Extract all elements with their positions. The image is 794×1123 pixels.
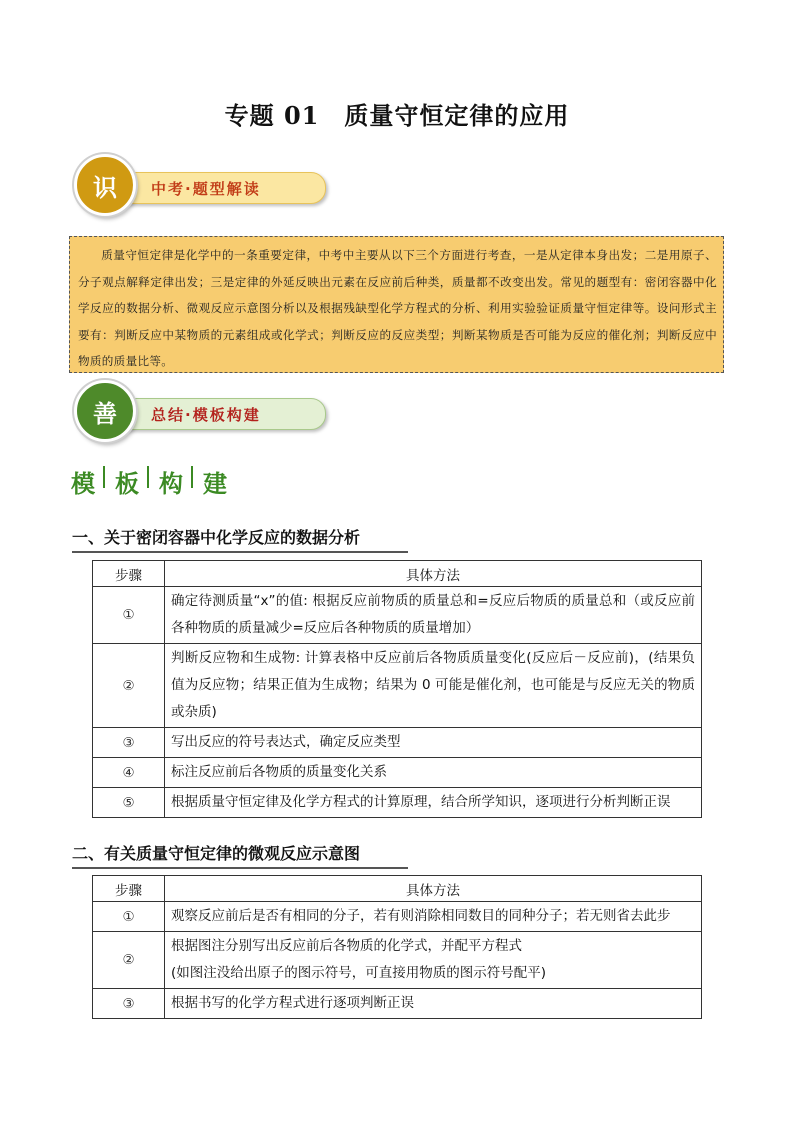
step-number: ④ [93, 758, 165, 788]
section2-table [92, 875, 702, 1019]
section1-heading-text: 一、关于密闭容器中化学反应的数据分析 [72, 528, 361, 547]
table-row [93, 932, 702, 989]
divider [103, 466, 105, 488]
table-row [93, 644, 702, 728]
column-header-step: 步骤 [93, 876, 165, 902]
step-method: 写出反应的符号表达式，确定反应类型 [165, 728, 702, 758]
step-number: ① [93, 902, 165, 932]
badge-circle-icon: 识 [74, 154, 136, 216]
page-title: 专题 01 质量守恒定律的应用 [224, 101, 570, 130]
table-row [93, 989, 702, 1019]
template-heading-char: 建 [203, 469, 227, 498]
table-row [93, 587, 702, 644]
table-header-row [93, 561, 702, 587]
step-number: ③ [93, 989, 165, 1019]
step-method: 确定待测质量“x”的值: 根据反应前物质的质量总和=反应后物质的质量总和（或反应前各种物质的质量减少=反应后各种物质的质量增加） [165, 587, 702, 644]
table-row [93, 788, 702, 818]
table-row [93, 728, 702, 758]
step-method: 根据书写的化学方程式进行逐项判断正误 [165, 989, 702, 1019]
table-row [93, 902, 702, 932]
section-badge-exam [72, 154, 328, 218]
badge-label: 中考·题型解读 [151, 180, 261, 198]
step-method: 观察反应前后是否有相同的分子，若有则消除相同数目的同种分子；若无则省去此步 [165, 902, 702, 932]
intro-text: 质量守恒定律是化学中的一条重要定律，中考中主要从以下三个方面进行考查，一是从定律本身出发；二是用原子、分子观点解释定律出发；三是定律的外延反映出元素在反应前后种类，质量都不改变出发。常见的题型有：密闭容器中化学反应的数据分析、微观反应示意图分析以及根据残缺型化学方程式的分析、利用实验验证质量守恒定律等。设问形式主要有：判断反应中某物质的元素组成或化学式；判断反应的反应类型；判断某物质是否可能为反应的催化剂；判断反应中物质的质量比等。 [78, 248, 717, 368]
badge-label: 总结·模板构建 [151, 406, 261, 424]
step-method: 标注反应前后各物质的质量变化关系 [165, 758, 702, 788]
column-header-step: 步骤 [93, 561, 165, 587]
badge-circle-icon: 善 [74, 380, 136, 442]
step-number: ① [93, 587, 165, 644]
template-heading-char: 板 [115, 469, 139, 498]
step-method-line: 根据图注分别写出反应前后各物质的化学式，并配平方程式 [171, 938, 522, 954]
step-method: 根据质量守恒定律及化学方程式的计算原理，结合所学知识，逐项进行分析判断正误 [165, 788, 702, 818]
section1-heading [72, 525, 360, 548]
badge-pill [108, 398, 326, 430]
template-heading [71, 464, 235, 498]
template-heading-char: 构 [159, 469, 183, 498]
section2-heading [72, 841, 360, 864]
divider [191, 466, 193, 488]
table-header-row [93, 876, 702, 902]
section1-table [92, 560, 702, 818]
section-badge-template [72, 380, 328, 444]
step-number: ⑤ [93, 788, 165, 818]
step-method-note: (如图注没给出原子的图示符号，可直接用物质的图示符号配平) [171, 965, 547, 981]
template-heading-char: 模 [71, 469, 95, 498]
heading-underline [72, 867, 408, 869]
intro-box [69, 236, 724, 373]
step-method: 判断反应物和生成物: 计算表格中反应前后各物质质量变化(反应后－反应前)，(结果负值为反应物；结果正值为生成物；结果为 0 可能是催化剂，也可能是与反应无关的物质或杂质) [165, 644, 702, 728]
column-header-method: 具体方法 [165, 876, 702, 902]
divider [147, 466, 149, 488]
table-row [93, 758, 702, 788]
column-header-method: 具体方法 [165, 561, 702, 587]
step-number: ② [93, 932, 165, 989]
badge-pill [108, 172, 326, 204]
heading-underline [72, 551, 408, 553]
step-number: ② [93, 644, 165, 728]
section2-heading-text: 二、有关质量守恒定律的微观反应示意图 [72, 844, 361, 863]
step-method [165, 932, 702, 989]
step-number: ③ [93, 728, 165, 758]
